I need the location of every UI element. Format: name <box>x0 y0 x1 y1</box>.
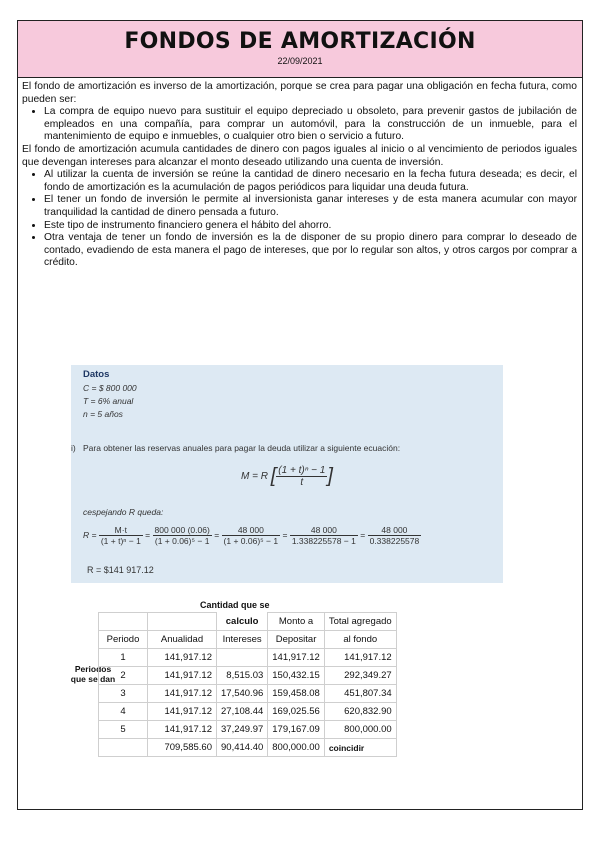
intro-paragraph: El fondo de amortización es inverso de la amortización, porque se crea para pagar una obligación en fecha futura, como pueden ser: <box>22 81 577 105</box>
equals-sign: = <box>214 529 220 540</box>
header-calculo: calculo <box>217 613 268 631</box>
amortization-table-image <box>68 598 478 758</box>
datos-title: Datos <box>83 369 110 380</box>
formula-instruction: Para obtener las reservas anuales para pagar la deuda utilizar a siguiente ecuación: <box>83 443 401 453</box>
equals-sign: = <box>145 529 151 540</box>
header-monto: Monto a <box>268 613 325 631</box>
table-row: 2 141,917.12 8,515.03 150,432.15 292,349.27 <box>99 667 397 685</box>
table-above-label: Cantidad que se <box>200 600 270 610</box>
page-title: FONDOS DE AMORTIZACIÓN <box>124 29 476 54</box>
m-equation: M = R [ $\frac{\text{(1 + t)ⁿ − 1}}{t}$ ] <box>241 465 333 488</box>
datos-rate: T = 6% anual <box>83 396 134 406</box>
bullet-item: • Este tipo de instrumento financiero genera el hábito del ahorro. <box>44 220 577 233</box>
table-totals-row: 709,585.60 90,414.40 800,000.00 coincidir <box>99 739 397 757</box>
side-label-line-1: Periodos <box>74 664 112 674</box>
table-header-row <box>99 631 397 649</box>
fund-paragraph: El fondo de amortización acumula cantidades de dinero con pagos iguales al inicio o al vencimiento de periodos iguales que devengan intereses para alcanzar el monto deseado utilizando una cuenta de inversión. <box>22 143 577 168</box>
r-f3-den: (1 + 0.06)⁵ − 1 <box>223 536 279 546</box>
header-anualidad: Anualidad <box>148 631 217 649</box>
r-f4-den: 1.338225578 − 1 <box>291 536 356 546</box>
r-f1-den: (1 + t)ⁿ − 1 <box>100 536 141 546</box>
bullet-item: • El tener un fondo de inversión le permite al inversionista ganar intereses y de esta manera acumular con mayor tranquilidad la cantidad de dinero pensada a futuro. <box>44 194 577 219</box>
r-f4-num: 48 000 <box>290 525 358 536</box>
r-equation <box>83 525 421 546</box>
table-header-row <box>99 613 397 631</box>
table-row: 3 141,917.12 17,540.96 159,458.08 451,807.34 <box>99 685 397 703</box>
step-marker: i) <box>71 443 76 453</box>
m-numerator: (1 + t)ⁿ − 1 <box>278 465 326 476</box>
formula-image <box>71 365 503 583</box>
table-row: 1 141,917.12 141,917.12 141,917.12 <box>99 649 397 667</box>
header-periodo: Periodo <box>99 631 148 649</box>
equals-sign: = <box>360 529 366 540</box>
header-total: Total agregado <box>324 613 396 631</box>
coincide-note: coincidir <box>324 739 396 757</box>
header-al-fondo: al fondo <box>324 631 396 649</box>
table-row: 5 141,917.12 37,249.97 179,167.09 800,000.00 <box>99 721 397 739</box>
bullet-list-2 <box>22 169 577 270</box>
m-lhs: M = R <box>241 471 268 483</box>
header-depositar: Depositar <box>268 631 325 649</box>
page-date: 22/09/2021 <box>277 56 323 66</box>
r-lhs: R = <box>83 529 97 540</box>
bullet-list-1 <box>22 106 577 144</box>
body-text <box>18 78 582 270</box>
bullet-item: • La compra de equipo nuevo para sustituir el equipo depreciado u obsoleto, para prevenir gastos de jubilación de empleados en una compañía, para comprar un automóvil, para la construcción de un inmueble, para el mantenimiento de equipo e inmuebles, o cualquier otro bien o servicio a futuro. <box>44 106 577 144</box>
r-f1-num: M·t <box>99 525 143 536</box>
r-f5-den: 0.338225578 <box>369 536 420 546</box>
side-label-line-2: que se dan <box>70 674 116 684</box>
formula-result: R = $141 917.12 <box>87 565 154 575</box>
amortization-table <box>98 612 397 757</box>
bullet-item: • Otra ventaja de tener un fondo de inversión es la de disponer de su propio dinero para comprar lo deseado de contado, evadiendo de esta manera el pago de intereses, que por lo regular son altos, y otros cargos por comprar a crédito. <box>44 232 577 270</box>
datos-periods: n = 5 años <box>83 409 123 419</box>
r-f2-num: 800 000 (0.06) <box>154 525 210 535</box>
title-banner <box>18 21 582 78</box>
m-denominator: t <box>300 477 304 488</box>
bullet-item: • Al utilizar la cuenta de inversión se reúne la cantidad de dinero necesario en la fecha futura deseada; es decir, el fondo de amortización es la acumulación de pagos periódicos para liquidar una deuda futura. <box>44 169 577 194</box>
clear-text: cespejando R queda: <box>83 507 164 517</box>
header-intereses: Intereses <box>217 631 268 649</box>
r-f2-den: (1 + 0.06)⁵ − 1 <box>154 536 210 546</box>
r-f5-num: 48 000 <box>368 525 422 536</box>
datos-capital: C = $ 800 000 <box>83 383 137 393</box>
equals-sign: = <box>282 529 288 540</box>
table-row: 4 141,917.12 27,108.44 169,025.56 620,832.90 <box>99 703 397 721</box>
r-f3-num: 48 000 <box>222 525 281 536</box>
